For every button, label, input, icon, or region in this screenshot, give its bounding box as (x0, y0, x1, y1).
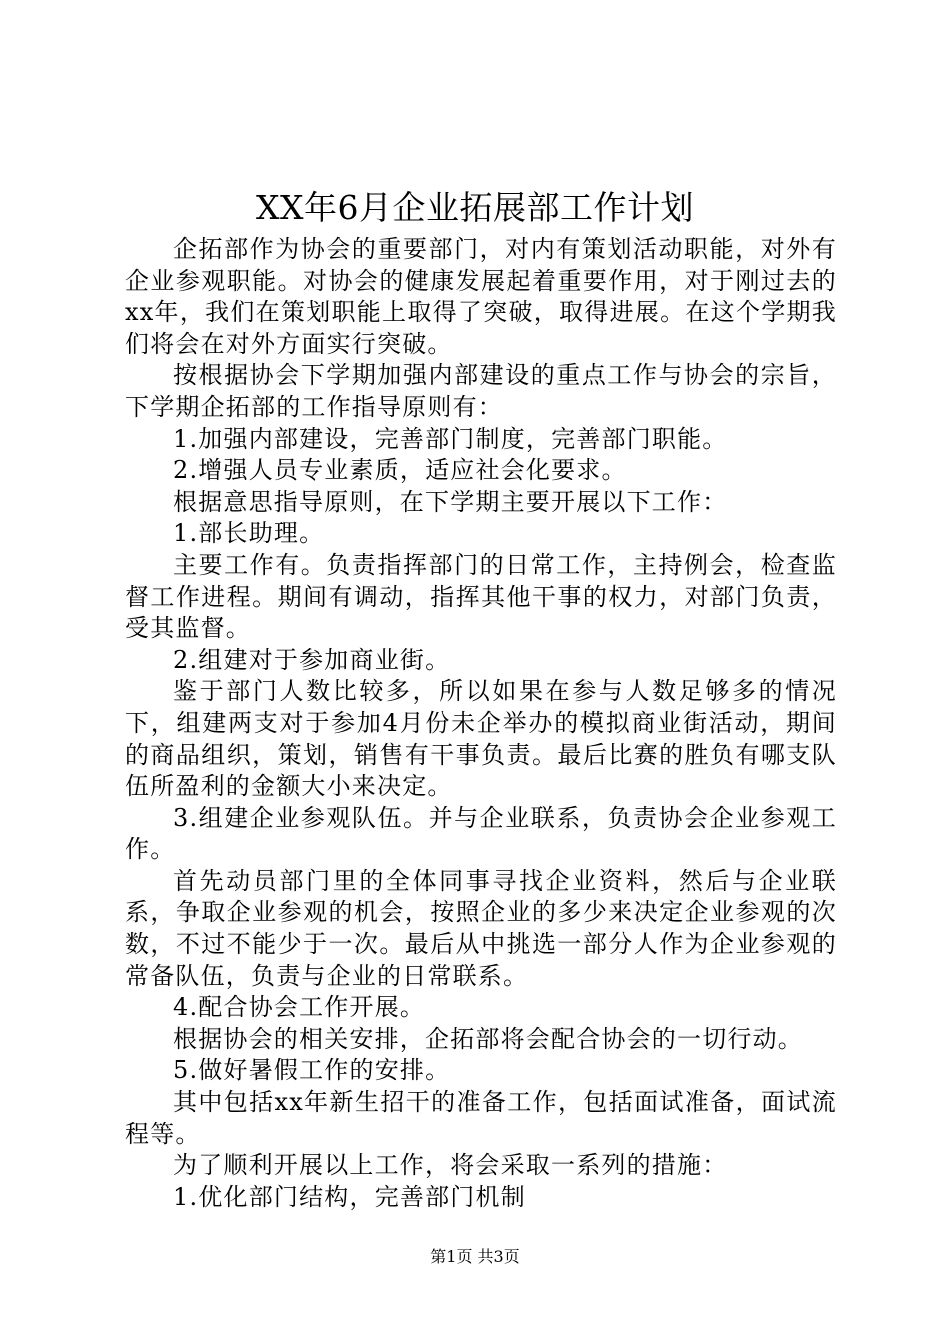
list-item: 1.加强内部建设，完善部门制度，完善部门职能。 (173, 424, 728, 453)
list-item: 5.做好暑假工作的安排。 (173, 1056, 451, 1085)
paragraph: 首先动员部门里的全体同事寻找企业资料，然后与企业联系，争取企业参观的机会，按照企业的多少来决定企业参观的次数，不过不能少于一次。最后从中挑选一部分人作为企业参观的常备队伍，负责与企业的日常联系。 (125, 866, 837, 990)
paragraph: 为了顺利开展以上工作，将会采取一系列的措施： (173, 1151, 728, 1180)
list-item: 2.组建对于参加商业街。 (173, 645, 451, 674)
paragraph: 鉴于部门人数比较多，所以如果在参与人数足够多的情况下，组建两支对于参加4月份未企举办的模拟商业街活动，期间的商品组织，策划，销售有干事负责。最后比赛的胜负有哪支队伍所盈利的金额大小来决定。 (125, 677, 837, 801)
paragraph: 企拓部作为协会的重要部门，对内有策划活动职能，对外有企业参观职能。对协会的健康发展起着重要作用，对于刚过去的xx年，我们在策划职能上取得了突破，取得进展。在这个学期我们将会在对外方面实行突破。 (125, 235, 837, 358)
paragraph: 根据协会的相关安排，企拓部将会配合协会的一切行动。 (173, 1024, 803, 1053)
page-number-footer: 第1页 共3页 (430, 1247, 520, 1266)
list-item: 2.增强人员专业素质，适应社会化要求。 (173, 456, 627, 485)
paragraph: 其中包括xx年新生招干的准备工作，包括面试准备，面试流程等。 (125, 1088, 837, 1148)
list-item: 4.配合协会工作开展。 (173, 993, 426, 1022)
list-item: 3.组建企业参观队伍。并与企业联系，负责协会企业参观工作。 (125, 803, 837, 864)
list-item: 1.部长助理。 (173, 519, 325, 548)
list-item: 1.优化部门结构，完善部门机制 (173, 1182, 526, 1211)
document-body (125, 234, 837, 1213)
document-title: XX年6月企业拓展部工作计划 (256, 188, 694, 227)
paragraph: 根据意思指导原则，在下学期主要开展以下工作： (173, 487, 728, 516)
paragraph: 主要工作有。负责指挥部门的日常工作，主持例会，检查监督工作进程。期间有调动，指挥其他干事的权力，对部门负责，受其监督。 (125, 550, 837, 643)
paragraph: 按根据协会下学期加强内部建设的重点工作与协会的宗旨，下学期企拓部的工作指导原则有： (125, 361, 837, 421)
